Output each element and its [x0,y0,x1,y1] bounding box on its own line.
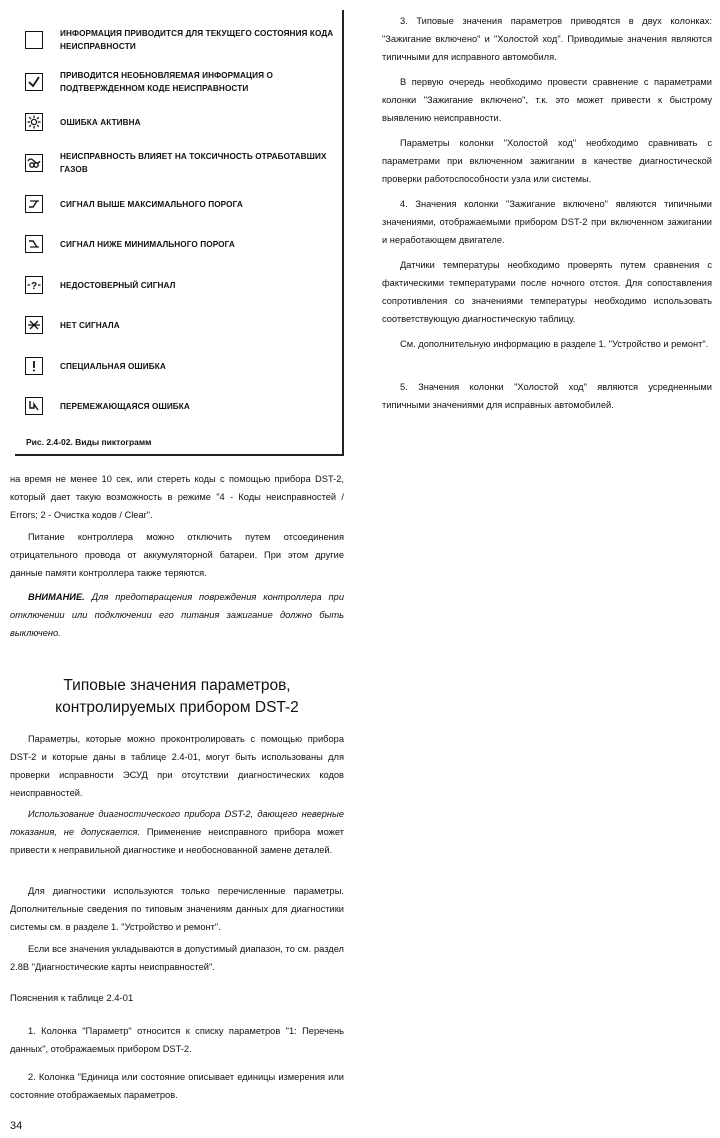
paragraph: Если все значения укладываются в допустимый диапазон, то см. раздел 2.8В "Диагностические карты неисправностей". [10,944,344,972]
legend-item-active-error [25,107,335,137]
italic-sentence: Использование диагностического прибора DST-2, дающего неверные показания, не допускается. [10,809,344,837]
check-icon [25,73,43,91]
legend-item-label: ОШИБКА АКТИВНА [60,117,141,127]
page-number: 34 [10,1120,23,1132]
question-icon [25,276,43,294]
warning-label: ВНИМАНИЕ. [28,592,85,602]
legend-item-label: СПЕЦИАЛЬНАЯ ОШИБКА [60,361,166,371]
warning-paragraph [10,588,344,642]
paragraph-text: Применение неисправного прибора может привести к неправильной диагностике и необоснованной замене деталей. [10,827,344,855]
empty-square-icon [25,31,43,49]
legend-item-current-state [25,25,335,55]
legend-item-label: ПРИВОДИТСЯ НЕОБНОВЛЯЕМАЯ ИНФОРМАЦИЯ О ПОДТВЕРЖДЕННОМ КОДЕ НЕИСПРАВНОСТИ [60,71,273,93]
paragraph: 3. Типовые значения параметров приводятся в двух колонках: "Зажигание включено" и "Холостой ход". Приводимые значения являются типичными для исправного автомобиля. [382,16,712,62]
exhaust-icon [25,154,43,172]
legend-item-label: СИГНАЛ ВЫШЕ МАКСИМАЛЬНОГО ПОРОГА [60,199,243,209]
legend-item-label: ПЕРЕМЕЖАЮЩАЯСЯ ОШИБКА [60,401,190,411]
signal-high-icon [25,195,43,213]
paragraph: Датчики температуры необходимо проверять путем сравнения с фактическими температурами после ночного отстоя. Для сопоставления сопротивления со значениями температуры необходимо использовать соответствующую диагностическую таблицу. [382,260,712,324]
paragraph: См. дополнительную информацию в разделе 1. "Устройство и ремонт". [400,339,709,349]
paragraph: В первую очередь необходимо провести сравнение с параметрами колонки "Зажигание включено", т.к. это может привести к быстрому выявлению неисправности. [382,77,712,123]
figure-caption: Рис. 2.4-02. Виды пиктограмм [26,437,152,447]
paragraph: Для диагностики используются только перечисленные параметры. Дополнительные сведения по типовым значениям данных для диагностики системы см. в разделе 1. "Устройство и ремонт". [10,886,344,932]
paragraph: 4. Значения колонки "Зажигание включено" являются типичными значениями, отображаемыми прибором DST-2 при включенном зажигании и неработающем двигателе. [382,199,712,245]
section-heading-line1: Типовые значения параметров, [63,677,291,694]
sun-icon [25,113,43,131]
intermittent-icon [25,397,43,415]
legend-item-toxicity [25,148,335,178]
legend-item-intermittent [25,391,335,421]
paragraph: 1. Колонка "Параметр" относится к списку параметров "1: Перечень данных", отображаемых прибором DST-2. [10,1026,344,1054]
paragraph: на время не менее 10 сек, или стереть коды с помощью прибора DST-2, который дает такую возможность в режиме "4 - Коды неисправностей / Errors; 2 - Очистка кодов / Clear". [10,474,344,520]
legend-item-label: НЕДОСТОВЕРНЫЙ СИГНАЛ [60,280,176,290]
legend-item-label: НЕИСПРАВНОСТЬ ВЛИЯЕТ НА ТОКСИЧНОСТЬ ОТРАБОТАВШИХ ГАЗОВ [60,152,327,174]
warning-text: Для предотвращения повреждения контроллера при отключении или подключении его питания зажигание должно быть выключено. [10,592,344,638]
legend-item-signal-high [25,189,335,219]
paragraph: 2. Колонка "Единица или состояние описывает единицы измерения или состояние отображаемых параметров. [10,1072,344,1100]
legend-item-no-signal [25,310,335,340]
legend-item-confirmed-code [25,67,335,97]
section-heading-line2: контролируемых прибором DST-2 [55,699,299,716]
legend-item-label: ИНФОРМАЦИЯ ПРИВОДИТСЯ ДЛЯ ТЕКУЩЕГО СОСТОЯНИЯ КОДА НЕИСПРАВНОСТИ [60,29,334,51]
legend-item-unreliable [25,270,335,300]
legend-item-special-error [25,351,335,381]
paragraph: Питание контроллера можно отключить путем отсоединения отрицательного провода от аккумуляторной батареи. При этом другие данные памяти контроллера также теряются. [10,532,344,578]
paragraph [10,805,344,859]
legend-item-label: НЕТ СИГНАЛА [60,320,120,330]
legend-item-signal-low [25,229,335,259]
paragraph: Параметры колонки "Холостой ход" необходимо сравнивать с параметрами при включенном зажигании в качестве диагностической проверки работоспособности узла или системы. [382,138,712,184]
section-heading [10,675,344,719]
legend-item-label: СИГНАЛ НИЖЕ МИНИМАЛЬНОГО ПОРОГА [60,239,235,249]
signal-low-icon [25,235,43,253]
paragraph: 5. Значения колонки "Холостой ход" являются усредненными типичными значениями для исправных автомобилей. [382,382,712,410]
no-signal-icon [25,316,43,334]
paragraph: Параметры, которые можно проконтролировать с помощью прибора DST-2 и которые даны в таблице 2.4-01, могут быть использованы для проверки исправности ЭСУД при отсутствии диагностических кодов неисправностей. [10,734,344,798]
exclamation-icon [25,357,43,375]
table-notes-heading: Пояснения к таблице 2.4-01 [10,993,134,1004]
svg-text:?: ? [30,281,38,292]
